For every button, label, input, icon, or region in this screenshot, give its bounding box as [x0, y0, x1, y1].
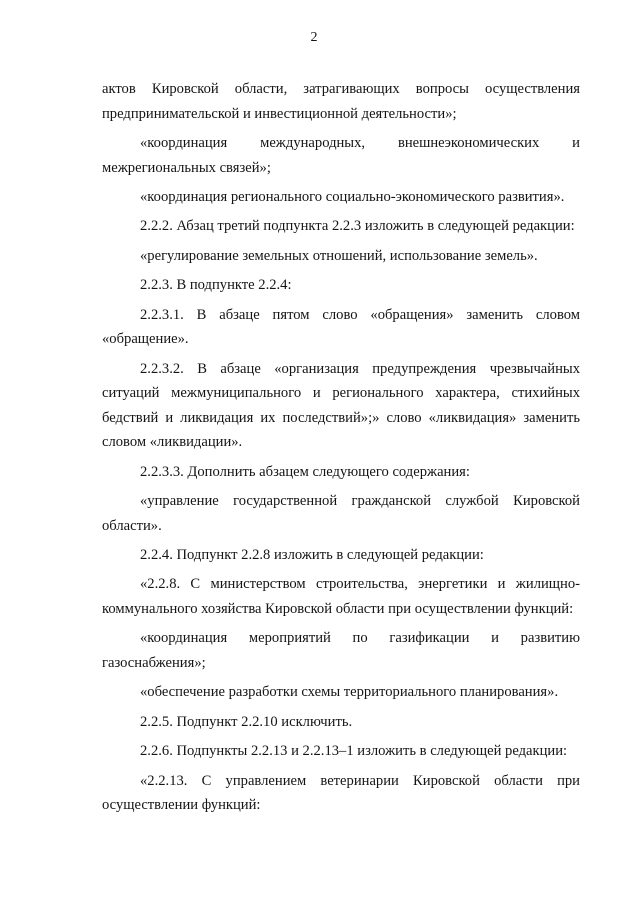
paragraph: 2.2.3.2. В абзаце «организация предупреждения чрезвычайных ситуаций межмуниципального и регионального характера, стихийных бедствий и ликвидация их последствий»;» слово «ликвидация» заменить словом «ликвидации».: [102, 360, 580, 451]
paragraph: актов Кировской области, затрагивающих вопросы осуществления предпринимательской и инвестиционной деятельности»;: [102, 81, 580, 122]
paragraph: 2.2.6. Подпункты 2.2.13 и 2.2.13–1 изложить в следующей редакции:: [140, 743, 568, 760]
paragraph: 2.2.3. В подпункте 2.2.4:: [140, 277, 292, 294]
paragraph: «координация регионального социально-экономического развития».: [140, 188, 565, 205]
paragraph: 2.2.3.3. Дополнить абзацем следующего содержания:: [140, 463, 470, 480]
paragraph: 2.2.4. Подпункт 2.2.8 изложить в следующей редакции:: [140, 547, 484, 564]
paragraph: «управление государственной гражданской службой Кировской области».: [102, 493, 580, 534]
paragraph: 2.2.5. Подпункт 2.2.10 исключить.: [140, 713, 353, 730]
document-body: [102, 77, 580, 823]
page-number: 2: [310, 30, 318, 45]
paragraph: 2.2.2. Абзац третий подпункта 2.2.3 изложить в следующей редакции:: [140, 218, 575, 235]
paragraph: «обеспечение разработки схемы территориального планирования».: [140, 684, 559, 701]
paragraph: «регулирование земельных отношений, использование земель».: [140, 247, 538, 264]
paragraph: «координация мероприятий по газификации и развитию газоснабжения»;: [102, 630, 580, 672]
paragraph: «2.2.8. С министерством строительства, энергетики и жилищно-коммунального хозяйства Кировской области при осуществлении функций:: [102, 576, 580, 618]
paragraph: «координация международных, внешнеэкономических и межрегиональных связей»;: [102, 134, 580, 176]
paragraph: 2.2.3.1. В абзаце пятом слово «обращения» заменить словом «обращение».: [102, 306, 580, 348]
paragraph: «2.2.13. С управлением ветеринарии Кировской области при осуществлении функций:: [102, 772, 580, 814]
